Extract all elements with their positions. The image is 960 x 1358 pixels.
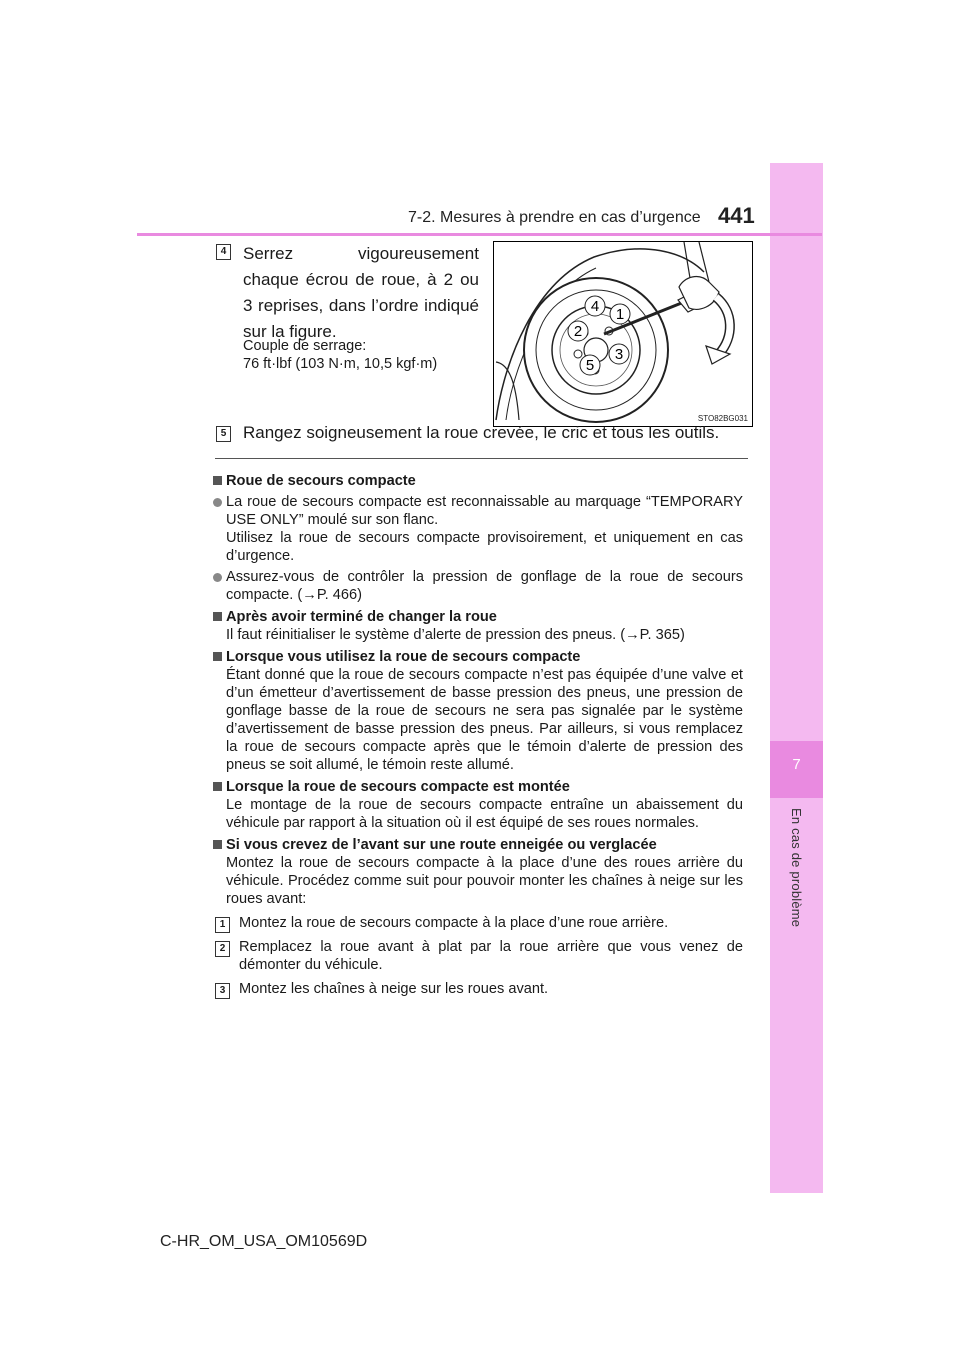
snow-step-1: 1 Montez la roue de secours compacte à la place d’une roue arrière.: [213, 914, 743, 932]
snow-step-3: 3 Montez les chaînes à neige sur les roues avant.: [213, 980, 743, 998]
note-text-spare-mounted: Le montage de la roue de secours compacte entraîne un abaissement du véhicule par rapport à la situation où il est équipé de ses roues normales.: [226, 797, 743, 831]
nut-label-3: 3: [614, 346, 624, 363]
torque-label: Couple de serrage:: [243, 338, 367, 354]
wheel-illustration: [494, 242, 752, 426]
step-4-marker: 4: [216, 244, 231, 260]
nut-label-5: 5: [585, 357, 595, 374]
note-text-using-spare: Étant donné que la roue de secours compacte n’est pas équipée d’une valve et d’un émetteur d’avertissement de basse pression des pneus, une pression de gonflage basse de la roue de secours ne sera pas signalée par le système d’avertissement de basse pression des pneus. Par ailleurs, si vous remplacez la roue de secours compacte après que le témoin d’alerte de pression des pneus se soit allumé, le témoin reste allumé.: [226, 667, 743, 773]
snow-step-2: 2 Remplacez la roue avant à plat par la roue arrière que vous venez de démonter du véhicule.: [213, 938, 743, 974]
chapter-title: En cas de problème: [789, 808, 804, 928]
note-heading-spare-mounted: Lorsque la roue de secours compacte est montée: [213, 778, 743, 796]
nut-label-2: 2: [573, 323, 583, 340]
square-bullet-icon: [213, 652, 222, 661]
note-heading-after-change: Après avoir terminé de changer la roue: [213, 608, 743, 626]
square-bullet-icon: [213, 840, 222, 849]
torque-spec: [243, 337, 437, 373]
figure-code: STO82BG031: [697, 414, 748, 423]
note-bullet: La roue de secours compacte est reconnaissable au marquage “TEMPORARY USE ONLY” moulé sur son flanc. Utilisez la roue de secours compacte provisoirement, et uniquement en cas d’urgence.: [213, 493, 743, 565]
square-bullet-icon: [213, 612, 222, 621]
note-text-after-change: Il faut réinitialiser le système d’alerte de pression des pneus. (→P. 365): [226, 627, 685, 643]
document-code: C-HR_OM_USA_OM10569D: [160, 1233, 368, 1250]
step-4-text: Serrez vigoureusement chaque écrou de roue, à 2 ou 3 reprises, dans l’ordre indiqué sur la figure.: [243, 244, 479, 341]
header-rule: [137, 233, 822, 236]
round-bullet-icon: [213, 498, 222, 507]
section-divider: [215, 458, 748, 459]
square-bullet-icon: [213, 476, 222, 485]
note-heading-compact-spare: Roue de secours compacte: [213, 472, 743, 490]
nut-label-1: 1: [615, 306, 625, 323]
snow-step-2-marker: 2: [215, 941, 230, 957]
note-text-snow: Montez la roue de secours compacte à la place d’une des roues arrière du véhicule. Procédez comme suit pour pouvoir monter les chaînes à neige sur les roues avant:: [226, 855, 743, 907]
note-heading-snow: Si vous crevez de l’avant sur une route enneigée ou verglacée: [213, 836, 743, 854]
notes-section: [213, 468, 743, 998]
wheel-nut-order-figure: [493, 241, 753, 427]
page-number: 441: [718, 203, 755, 228]
snow-step-3-marker: 3: [215, 983, 230, 999]
nut-label-4: 4: [590, 298, 600, 315]
note-heading-using-spare: Lorsque vous utilisez la roue de secours compacte: [213, 648, 743, 666]
chapter-side-tab: [770, 163, 823, 1193]
torque-value: 76 ft·lbf (103 N·m, 10,5 kgf·m): [243, 356, 438, 372]
chapter-number: 7: [792, 756, 801, 773]
snow-step-1-marker: 1: [215, 917, 230, 933]
step-5-marker: 5: [216, 426, 231, 442]
note-bullet: Assurez-vous de contrôler la pression de gonflage de la roue de secours compacte. (→P. 466): [213, 568, 743, 604]
round-bullet-icon: [213, 573, 222, 582]
step-5-text: Rangez soigneusement la roue crevée, le cric et tous les outils.: [243, 423, 720, 442]
square-bullet-icon: [213, 782, 222, 791]
section-title: 7-2. Mesures à prendre en cas d’urgence: [408, 209, 701, 226]
